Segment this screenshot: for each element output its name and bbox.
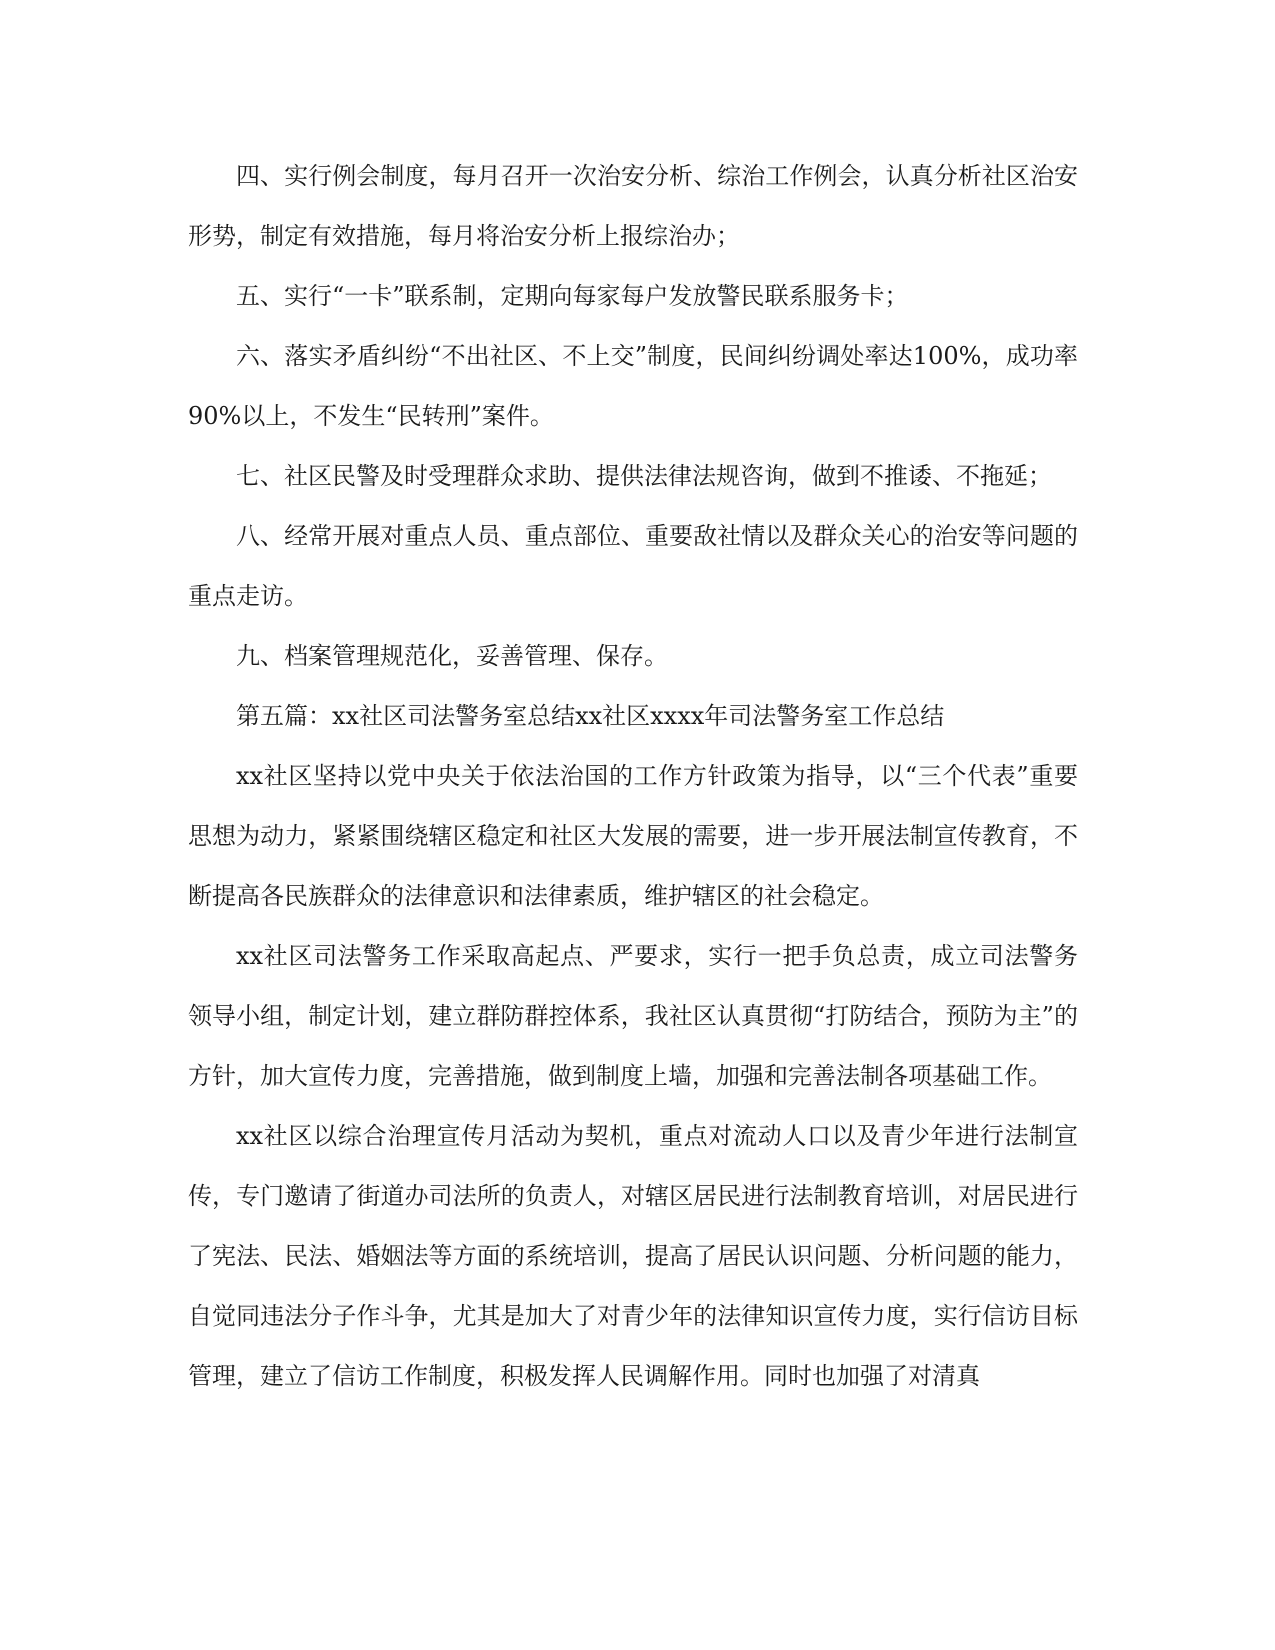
body-paragraph-1: xx社区坚持以党中央关于依法治国的工作方针政策为指导，以“三个代表”重要思想为动力，紧紧围绕辖区稳定和社区大发展的需要，进一步开展法制宣传教育，不断提高各民族群众的法律意识和法律素质，维护辖区的社会稳定。 (188, 762, 1078, 910)
body-paragraph-2: xx社区司法警务工作采取高起点、严要求，实行一把手负总责，成立司法警务领导小组，制定计划，建立群防群控体系，我社区认真贯彻“打防结合，预防为主”的方针，加大宣传力度，完善措施，做到制度上墙，加强和完善法制各项基础工作。 (188, 942, 1078, 1090)
paragraph-item-5: 五、实行“一卡”联系制，定期向每家每户发放警民联系服务卡； (236, 282, 909, 310)
paragraph-item-9: 九、档案管理规范化，妥善管理、保存。 (236, 642, 668, 670)
paragraph-item-6: 六、落实矛盾纠纷“不出社区、不上交”制度，民间纠纷调处率达100%，成功率90%以上，不发生“民转刑”案件。 (188, 342, 1078, 430)
paragraph-item-4: 四、实行例会制度，每月召开一次治安分析、综治工作例会，认真分析社区治安形势，制定有效措施，每月将治安分析上报综治办； (188, 162, 1078, 250)
paragraph-item-7: 七、社区民警及时受理群众求助、提供法律法规咨询，做到不推诿、不拖延； (236, 462, 1052, 490)
body-paragraph-3: xx社区以综合治理宣传月活动为契机，重点对流动人口以及青少年进行法制宣传，专门邀请了街道办司法所的负责人，对辖区居民进行法制教育培训，对居民进行了宪法、民法、婚姻法等方面的系统培训，提高了居民认识问题、分析问题的能力，自觉同违法分子作斗争，尤其是加大了对青少年的法律知识宣传力度，实行信访目标管理，建立了信访工作制度，积极发挥人民调解作用。同时也加强了对清真 (188, 1122, 1078, 1390)
paragraph-item-8: 八、经常开展对重点人员、重点部位、重要敌社情以及群众关心的治安等问题的重点走访。 (188, 522, 1078, 610)
section-heading: 第五篇：xx社区司法警务室总结xx社区xxxx年司法警务室工作总结 (236, 702, 945, 730)
document-body (188, 146, 1078, 1406)
